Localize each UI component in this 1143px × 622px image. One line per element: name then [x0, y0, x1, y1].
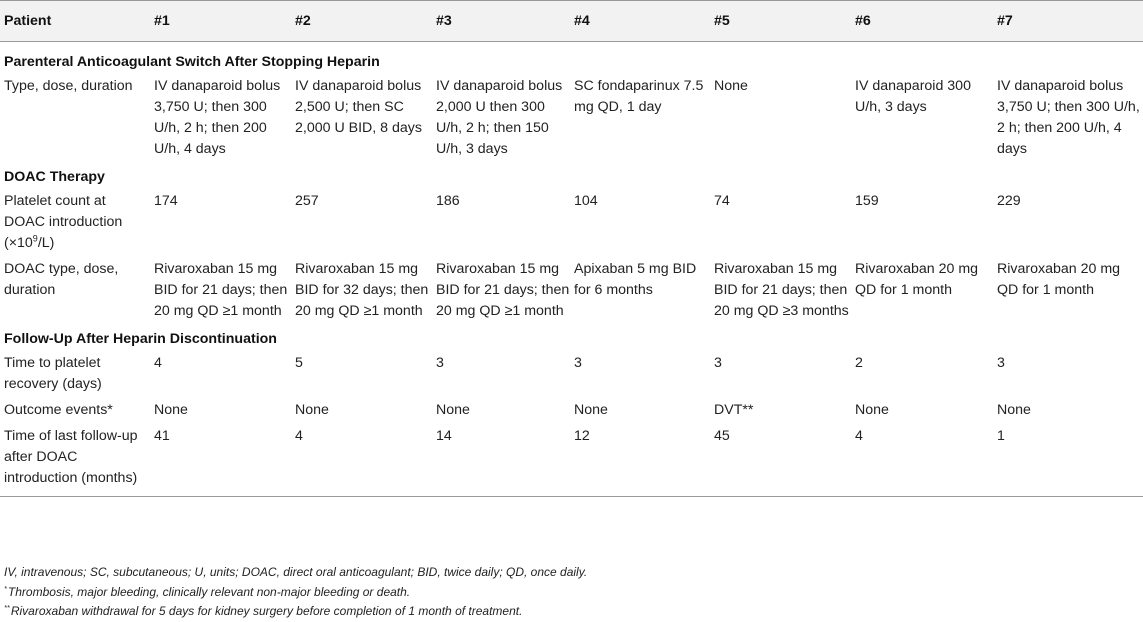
table-cell: 4: [154, 355, 162, 371]
table-cell: SC fondaparinux 7.5 mg QD, 1 day: [574, 78, 704, 115]
header-patient-3: #3: [432, 1, 570, 42]
section-row: [0, 163, 1143, 189]
header-patient-2: #2: [291, 1, 432, 42]
section-parenteral-title: Parenteral Anticoagulant Switch After Stopping Heparin: [4, 54, 380, 70]
footnote-2: [4, 602, 1134, 622]
row-label: Type, dose, duration: [4, 78, 133, 94]
table-cell: 1: [993, 424, 1143, 497]
section-row: [0, 325, 1143, 351]
footnote-1-text: Thrombosis, major bleeding, clinically relevant non-major bleeding or death.: [7, 584, 411, 599]
table-cell: 41: [150, 424, 291, 497]
footnote-2-text: Rivaroxaban withdrawal for 5 days for kidney surgery before completion of 1 month of treatment.: [10, 604, 523, 618]
section-followup-title: Follow-Up After Heparin Discontinuation: [4, 331, 277, 347]
table-cell: 74: [714, 193, 730, 209]
table-cell: Rivaroxaban 15 mg BID for 21 days; then 20 mg QD ≥1 month: [154, 261, 288, 319]
table-row: [0, 74, 1143, 163]
table-cell: 3: [574, 355, 582, 371]
table-cell: IV danaparoid bolus 3,750 U; then 300 U/h, 2 h; then 200 U/h, 4 days: [997, 78, 1140, 157]
table-header-row: [0, 1, 1143, 42]
table-cell: None: [436, 402, 470, 418]
header-patient-4: #4: [570, 1, 710, 42]
table-cell: IV danaparoid bolus 2,000 U then 300 U/h, 2 h; then 150 U/h, 3 days: [436, 78, 563, 157]
row-label: [0, 189, 150, 257]
table-cell: Apixaban 5 mg BID for 6 months: [574, 261, 697, 298]
table-cell: IV danaparoid 300 U/h, 3 days: [855, 78, 971, 115]
table-cell: Rivaroxaban 15 mg BID for 21 days; then 20 mg QD ≥3 months: [714, 261, 849, 319]
table-cell: 12: [570, 424, 710, 497]
table-cell: None: [295, 402, 329, 418]
table-cell: Rivaroxaban 20 mg QD for 1 month: [855, 261, 979, 298]
table-cell: None: [154, 402, 188, 418]
table-cell: None: [574, 402, 608, 418]
table-cell: 45: [710, 424, 851, 497]
table-row: [0, 351, 1143, 398]
table-cell: 174: [154, 193, 178, 209]
footnote-abbreviations: IV, intravenous; SC, subcutaneous; U, units; DOAC, direct oral anticoagulant; BID, twice daily; QD, once daily.: [4, 565, 588, 579]
table-cell: Rivaroxaban 15 mg BID for 32 days; then 20 mg QD ≥1 month: [295, 261, 429, 319]
table-cell: 229: [997, 193, 1021, 209]
table-cell: 3: [436, 355, 444, 371]
table-cell: DVT**: [714, 402, 754, 418]
section-doac-title: DOAC Therapy: [4, 169, 105, 185]
platelet-label-unit: /L): [37, 235, 55, 251]
table-cell: 14: [432, 424, 570, 497]
table-cell: Rivaroxaban 20 mg QD for 1 month: [997, 261, 1121, 298]
table-row: [0, 189, 1143, 257]
header-patient-6: #6: [851, 1, 993, 42]
table-cell: 2: [855, 355, 863, 371]
table-cell: 3: [997, 355, 1005, 371]
row-label: DOAC type, dose, duration: [4, 261, 119, 298]
header-patient-7: #7: [993, 1, 1143, 42]
table-cell: 4: [291, 424, 432, 497]
row-label: Time to platelet recovery (days): [4, 355, 102, 392]
platelet-label-exponent: 9: [32, 233, 38, 244]
table-cell: 104: [574, 193, 598, 209]
footnote-2-mark: **: [4, 603, 10, 612]
table-cell: None: [855, 402, 889, 418]
table-cell: 3: [714, 355, 722, 371]
table-cell: 186: [436, 193, 460, 209]
table-cell: IV danaparoid bolus 2,500 U; then SC 2,000 U BID, 8 days: [295, 78, 422, 136]
platelet-label-text: Platelet count at DOAC introduction (×10: [4, 193, 123, 251]
table-cell: 4: [851, 424, 993, 497]
footnote-1: [4, 583, 1134, 603]
table-cell: None: [714, 78, 748, 94]
row-label: Outcome events*: [4, 402, 113, 418]
table-row: [0, 424, 1143, 497]
footnote-1-mark: *: [4, 583, 7, 593]
table-footnotes: [4, 563, 1134, 622]
table-cell: 257: [295, 193, 319, 209]
row-label: Time of last follow-up after DOAC introduction (months): [0, 424, 150, 497]
header-patient-5: #5: [710, 1, 851, 42]
table-cell: Rivaroxaban 15 mg BID for 21 days; then 20 mg QD ≥1 month: [436, 261, 570, 319]
table-cell: IV danaparoid bolus 3,750 U; then 300 U/h, 2 h; then 200 U/h, 4 days: [154, 78, 281, 157]
section-row: [0, 42, 1143, 75]
table-cell: 159: [855, 193, 879, 209]
table-row: [0, 398, 1143, 424]
table-cell: 5: [295, 355, 303, 371]
table-row: [0, 257, 1143, 325]
header-patient: Patient: [0, 1, 150, 42]
table-cell: None: [997, 402, 1031, 418]
header-patient-1: #1: [150, 1, 291, 42]
